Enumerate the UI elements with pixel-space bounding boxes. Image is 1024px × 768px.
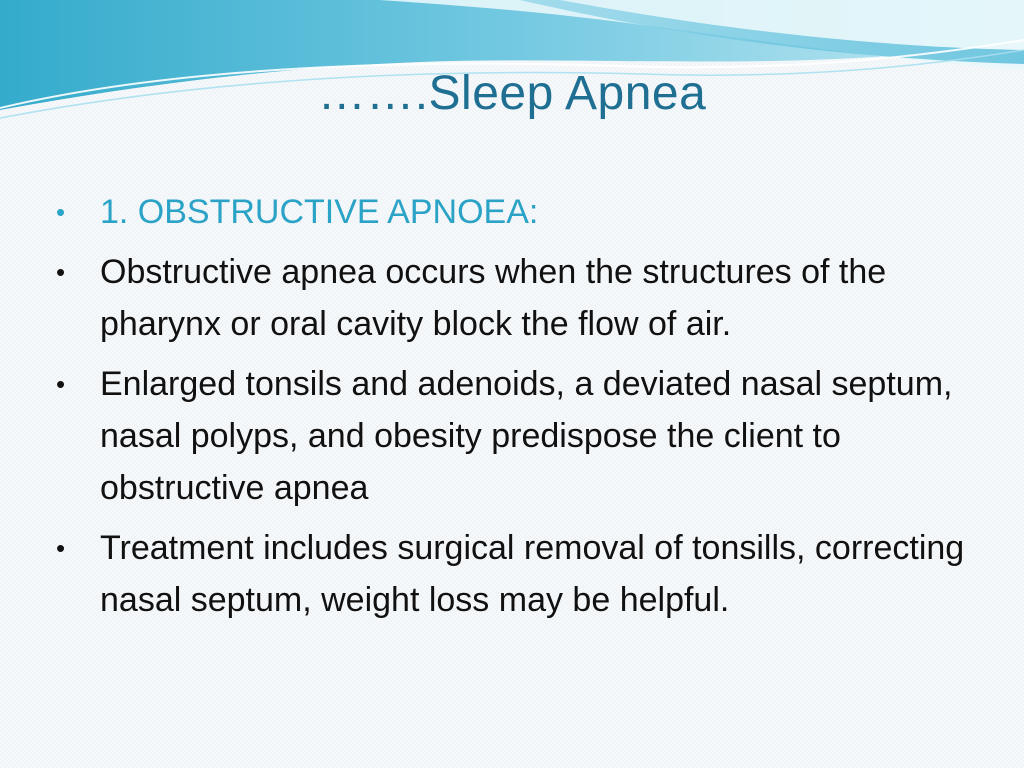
- bullet-text: Obstructive apnea occurs when the structures of the pharynx or oral cavity block the flow of air.: [100, 253, 887, 343]
- bullet-dot-icon: •: [56, 533, 66, 563]
- bullet-text: Treatment includes surgical removal of tonsills, correcting nasal septum, weight loss may be helpful.: [100, 529, 965, 619]
- bullet-dot-icon: •: [56, 257, 66, 287]
- bullet-text: Enlarged tonsils and adenoids, a deviated nasal septum, nasal polyps, and obesity predispose the client to obstructive apnea: [100, 365, 953, 507]
- bullet-dot-icon: •: [56, 369, 66, 399]
- list-item: [56, 246, 976, 350]
- list-item: [56, 522, 976, 626]
- bullet-list: [56, 186, 976, 634]
- list-item: [56, 186, 976, 238]
- bullet-text: 1. OBSTRUCTIVE APNOEA:: [100, 193, 539, 231]
- slide-title: …….Sleep Apnea: [317, 67, 707, 120]
- list-item: [56, 358, 976, 514]
- bullet-dot-icon: •: [56, 197, 66, 227]
